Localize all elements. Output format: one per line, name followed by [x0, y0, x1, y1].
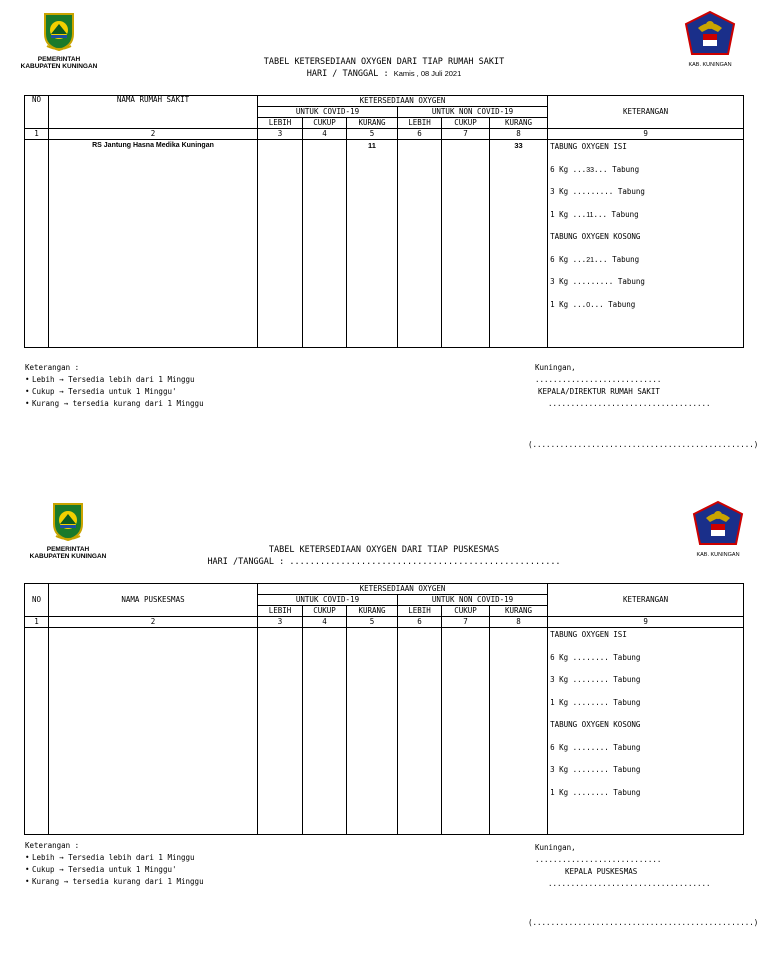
sign-role: KEPALA/DIREKTUR RUMAH SAKIT [538, 387, 660, 396]
table-row [25, 628, 744, 835]
note-item: • Lebih → Tersedia lebih dari 1 Minggu [25, 852, 204, 864]
empty-3kg-value: ......... [572, 277, 614, 286]
header-keterangan: KETERANGAN [548, 96, 744, 129]
non-covid-cukup-cell [442, 140, 490, 348]
date-line [0, 68, 768, 80]
empty-tank-title: TABUNG OXYGEN KOSONG [550, 720, 641, 729]
column-number-row [25, 129, 744, 140]
puskesmas-name [49, 628, 258, 835]
full-1kg-line: 1 Kg ........ Tabung [550, 697, 641, 707]
full-3kg-value: ......... [572, 187, 614, 196]
header-cukup: CUKUP [442, 606, 490, 617]
garuda-shield-icon [684, 10, 736, 58]
oxygen-table [24, 95, 744, 348]
header-lebih: LEBIH [398, 118, 442, 129]
header-no: NO [25, 584, 49, 617]
col-number: 6 [398, 617, 442, 628]
covid-cukup-cell [303, 628, 347, 835]
sign-role: KEPALA PUSKESMAS [565, 867, 638, 876]
covid-kurang-cell: 11 [347, 140, 398, 348]
covid-lebih-cell [258, 140, 303, 348]
date-value: ..................................................... [289, 557, 561, 567]
empty-1kg-line: 1 Kg ...0... Tabung [550, 299, 636, 309]
covid-cukup-cell [303, 140, 347, 348]
full-3kg-line: 3 Kg ........ Tabung [550, 675, 641, 684]
note-item: • Cukup → Tersedia untuk 1 Minggu' [25, 386, 204, 398]
column-number-row [25, 617, 744, 628]
empty-tank-title: TABUNG OXYGEN KOSONG [550, 232, 641, 241]
table-row [25, 140, 744, 348]
empty-1kg-value: ........ [572, 787, 609, 797]
col-number: 2 [49, 617, 258, 628]
header-name: NAMA PUSKESMAS [49, 584, 258, 617]
non-covid-kurang-cell: 33 [490, 140, 548, 348]
full-6kg-line: 6 Kg ........ Tabung [550, 652, 641, 662]
signature-name-placeholder: (.................................................) [528, 918, 759, 927]
sign-dots: .................................... [548, 399, 711, 408]
title-text: TABEL KETERSEDIAAN OXYGEN DARI TIAP RUMAH SAKIT [263, 57, 505, 67]
header-covid: UNTUK COVID-19 [258, 595, 398, 606]
col-number: 7 [442, 129, 490, 140]
col-number: 3 [258, 617, 303, 628]
header-availability: KETERSEDIAAN OXYGEN [258, 96, 548, 107]
empty-6kg-line: 6 Kg ...21... Tabung [550, 254, 640, 264]
signature-block [520, 842, 711, 890]
col-number: 6 [398, 129, 442, 140]
full-6kg-value: ........ [572, 652, 609, 662]
date-line [0, 556, 768, 568]
covid-kurang-cell [347, 628, 398, 835]
garuda-shield-icon [692, 500, 744, 548]
non-covid-lebih-cell [398, 140, 442, 348]
title-text: TABEL KETERSEDIAAN OXYGEN DARI TIAP PUSKESMAS [268, 545, 500, 555]
header-kurang: KURANG [347, 606, 398, 617]
full-6kg-line: 6 Kg ...33... Tabung [550, 164, 640, 174]
header-cukup: CUKUP [303, 606, 347, 617]
header-lebih: LEBIH [398, 606, 442, 617]
kuningan-emblem-icon [41, 12, 77, 52]
col-number: 3 [258, 129, 303, 140]
full-3kg-line: 3 Kg ......... Tabung [550, 187, 645, 196]
table-title [0, 544, 768, 568]
logo-right-caption: KAB. KUNINGAN [688, 62, 732, 68]
legend-notes [25, 840, 204, 888]
notes-title: Keterangan : [25, 363, 80, 372]
col-number: 9 [548, 129, 744, 140]
hospital-name: RS Jantung Hasna Medika Kuningan [49, 140, 258, 348]
header-kurang: KURANG [490, 606, 548, 617]
header-availability: KETERSEDIAAN OXYGEN [258, 584, 548, 595]
remarks-cell [548, 628, 744, 835]
note-item: • Kurang → tersedia kurang dari 1 Minggu [25, 876, 204, 888]
empty-3kg-line: 3 Kg ........ Tabung [550, 765, 641, 774]
legend-notes [25, 362, 204, 410]
full-6kg-value: 33 [586, 166, 594, 174]
col-number: 8 [490, 617, 548, 628]
logo-caption-2: KABUPATEN KUNINGAN [20, 63, 98, 70]
empty-3kg-value: ........ [572, 765, 609, 774]
non-covid-cukup-cell [442, 628, 490, 835]
empty-6kg-value: 21 [586, 256, 594, 264]
header-cukup: CUKUP [303, 118, 347, 129]
col-number: 1 [25, 617, 49, 628]
logo-caption-1: PEMERINTAH [37, 56, 81, 63]
non-covid-lebih-cell [398, 628, 442, 835]
full-tank-title: TABUNG OXYGEN ISI [550, 630, 627, 639]
col-number: 2 [49, 129, 258, 140]
empty-6kg-line: 6 Kg ........ Tabung [550, 742, 641, 752]
header-non-covid: UNTUK NON COVID-19 [398, 107, 548, 118]
logo-right-caption: KAB. KUNINGAN [696, 552, 740, 558]
oxygen-table [24, 583, 744, 835]
sign-place: Kuningan, ............................ [535, 843, 662, 864]
col-number: 9 [548, 617, 744, 628]
date-value: Kamis , 08 Juli 2021 [393, 69, 462, 78]
empty-6kg-value: ........ [572, 742, 609, 752]
hospital-section [0, 0, 768, 480]
notes-title: Keterangan : [25, 841, 80, 850]
col-number: 5 [347, 617, 398, 628]
header-lebih: LEBIH [258, 606, 303, 617]
logo-caption-2: KABUPATEN KUNINGAN [29, 553, 107, 560]
header-cukup: CUKUP [442, 118, 490, 129]
header-covid: UNTUK COVID-19 [258, 107, 398, 118]
sign-dots: .................................... [548, 879, 711, 888]
header-non-covid: UNTUK NON COVID-19 [398, 595, 548, 606]
note-item: • Kurang → tersedia kurang dari 1 Minggu [25, 398, 204, 410]
puskesmas-section [0, 488, 768, 978]
logo-caption-1: PEMERINTAH [46, 546, 90, 553]
full-3kg-value: ........ [572, 675, 609, 684]
full-tank-title: TABUNG OXYGEN ISI [550, 142, 627, 151]
header-kurang: KURANG [347, 118, 398, 129]
header-keterangan: KETERANGAN [548, 584, 744, 617]
col-number: 5 [347, 129, 398, 140]
non-covid-kurang-cell [490, 628, 548, 835]
empty-1kg-line: 1 Kg ........ Tabung [550, 787, 641, 797]
col-number: 8 [490, 129, 548, 140]
col-number: 1 [25, 129, 49, 140]
table-title [0, 56, 768, 80]
row-no [25, 628, 49, 835]
full-1kg-value: ........ [572, 697, 609, 707]
empty-3kg-line: 3 Kg ......... Tabung [550, 277, 645, 286]
note-item: • Cukup → Tersedia untuk 1 Minggu' [25, 864, 204, 876]
header-kurang: KURANG [490, 118, 548, 129]
col-number: 7 [442, 617, 490, 628]
full-1kg-line: 1 Kg ...11... Tabung [550, 209, 639, 219]
header-lebih: LEBIH [258, 118, 303, 129]
empty-1kg-value: 0 [586, 301, 591, 309]
col-number: 4 [303, 129, 347, 140]
date-label: HARI /TANGGAL : [207, 557, 285, 567]
signature-name-placeholder: (.................................................) [528, 440, 759, 449]
covid-lebih-cell [258, 628, 303, 835]
signature-block [520, 362, 711, 410]
col-number: 4 [303, 617, 347, 628]
header-no: NO [25, 96, 49, 129]
header-name: NAMA RUMAH SAKIT [49, 96, 258, 129]
sign-place: Kuningan, ............................ [535, 363, 662, 384]
full-1kg-value: 11 [586, 211, 594, 219]
remarks-cell [548, 140, 744, 348]
row-no [25, 140, 49, 348]
date-label: HARI / TANGGAL : [306, 69, 389, 79]
kuningan-emblem-icon [50, 502, 86, 542]
note-item: • Lebih → Tersedia lebih dari 1 Minggu [25, 374, 204, 386]
